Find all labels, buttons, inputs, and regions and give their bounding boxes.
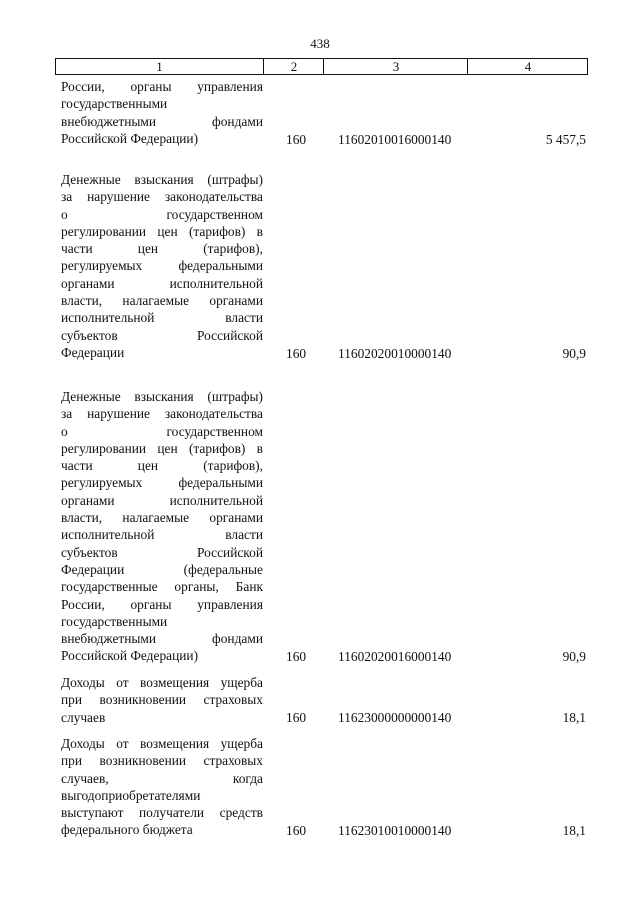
row-description (61, 171, 263, 361)
row-amount: 90,9 (562, 345, 586, 361)
description-line: власти, налагаемые органами (61, 293, 263, 309)
table-header-row (55, 58, 588, 75)
description-line: за нарушение законодательства (61, 406, 263, 422)
row-budget-code: 11623010010000140 (338, 822, 452, 838)
description-line: федерального бюджета (61, 822, 193, 838)
description-line: государственные органы, Банк (61, 579, 263, 595)
header-col-3: 3 (323, 59, 468, 74)
description-line: Российской Федерации) (61, 648, 199, 664)
row-col2-value: 160 (286, 648, 307, 664)
header-col-4: 4 (467, 59, 588, 74)
description-line: о государственном (61, 423, 263, 439)
row-budget-code: 11602020016000140 (338, 648, 452, 664)
row-amount: 18,1 (562, 822, 586, 838)
description-line: части цен (тарифов), (61, 458, 263, 474)
row-budget-code: 11602020010000140 (338, 345, 452, 361)
description-line: России, органы управления (61, 596, 263, 612)
description-line: выступают получатели средств (61, 805, 263, 821)
row-col2-value: 160 (286, 131, 307, 147)
description-line: Доходы от возмещения ущерба (61, 675, 263, 690)
description-line: регулируемых федеральными (61, 475, 263, 491)
description-line: регулировании цен (тарифов) в (61, 223, 263, 239)
description-line: исполнительной власти (61, 310, 263, 326)
table-row (0, 674, 640, 726)
row-col2-value: 160 (286, 345, 307, 361)
description-line: Российской Федерации) (61, 130, 199, 146)
row-description (61, 735, 263, 839)
description-line: регулируемых федеральными (61, 258, 263, 274)
description-line: Федерации (федеральные (61, 561, 263, 577)
description-line: Федерации (61, 344, 125, 360)
row-description (61, 78, 263, 147)
description-line: субъектов Российской (61, 327, 263, 343)
description-line: внебюджетными фондами (61, 631, 263, 647)
table-row (0, 735, 640, 839)
description-line: России, органы управления (61, 79, 263, 94)
description-line: случаев (61, 709, 106, 725)
description-line: регулировании цен (тарифов) в (61, 440, 263, 456)
description-line: о государственном (61, 206, 263, 222)
description-line: Денежные взыскания (штрафы) (61, 172, 263, 187)
description-line: случаев, когда (61, 770, 263, 786)
description-line: за нарушение законодательства (61, 189, 263, 205)
description-line: органами исполнительной (61, 492, 263, 508)
row-description (61, 674, 263, 726)
row-amount: 5 457,5 (545, 131, 586, 147)
row-amount: 90,9 (562, 648, 586, 664)
page-number: 438 (310, 36, 330, 51)
table-row (0, 171, 640, 362)
description-line: части цен (тарифов), (61, 241, 263, 257)
description-line: при возникновении страховых (61, 692, 263, 708)
row-description (61, 388, 263, 665)
table-row (0, 388, 640, 665)
description-line: органами исполнительной (61, 275, 263, 291)
row-budget-code: 11602010016000140 (338, 131, 452, 147)
description-line: Доходы от возмещения ущерба (61, 736, 263, 751)
description-line: при возникновении страховых (61, 753, 263, 769)
description-line: внебюджетными фондами (61, 113, 263, 129)
description-line: Денежные взыскания (штрафы) (61, 389, 263, 404)
description-line: выгодоприобретателями (61, 787, 201, 803)
header-col-1: 1 (156, 59, 163, 74)
description-line: субъектов Российской (61, 544, 263, 560)
row-amount: 18,1 (562, 709, 586, 725)
header-col-2: 2 (263, 59, 324, 74)
description-line: государственными (61, 613, 168, 629)
description-line: власти, налагаемые органами (61, 510, 263, 526)
row-col2-value: 160 (286, 822, 307, 838)
row-budget-code: 11623000000000140 (338, 709, 452, 725)
description-line: исполнительной власти (61, 527, 263, 543)
row-col2-value: 160 (286, 709, 307, 725)
table-row (0, 78, 640, 148)
description-line: государственными (61, 96, 168, 112)
